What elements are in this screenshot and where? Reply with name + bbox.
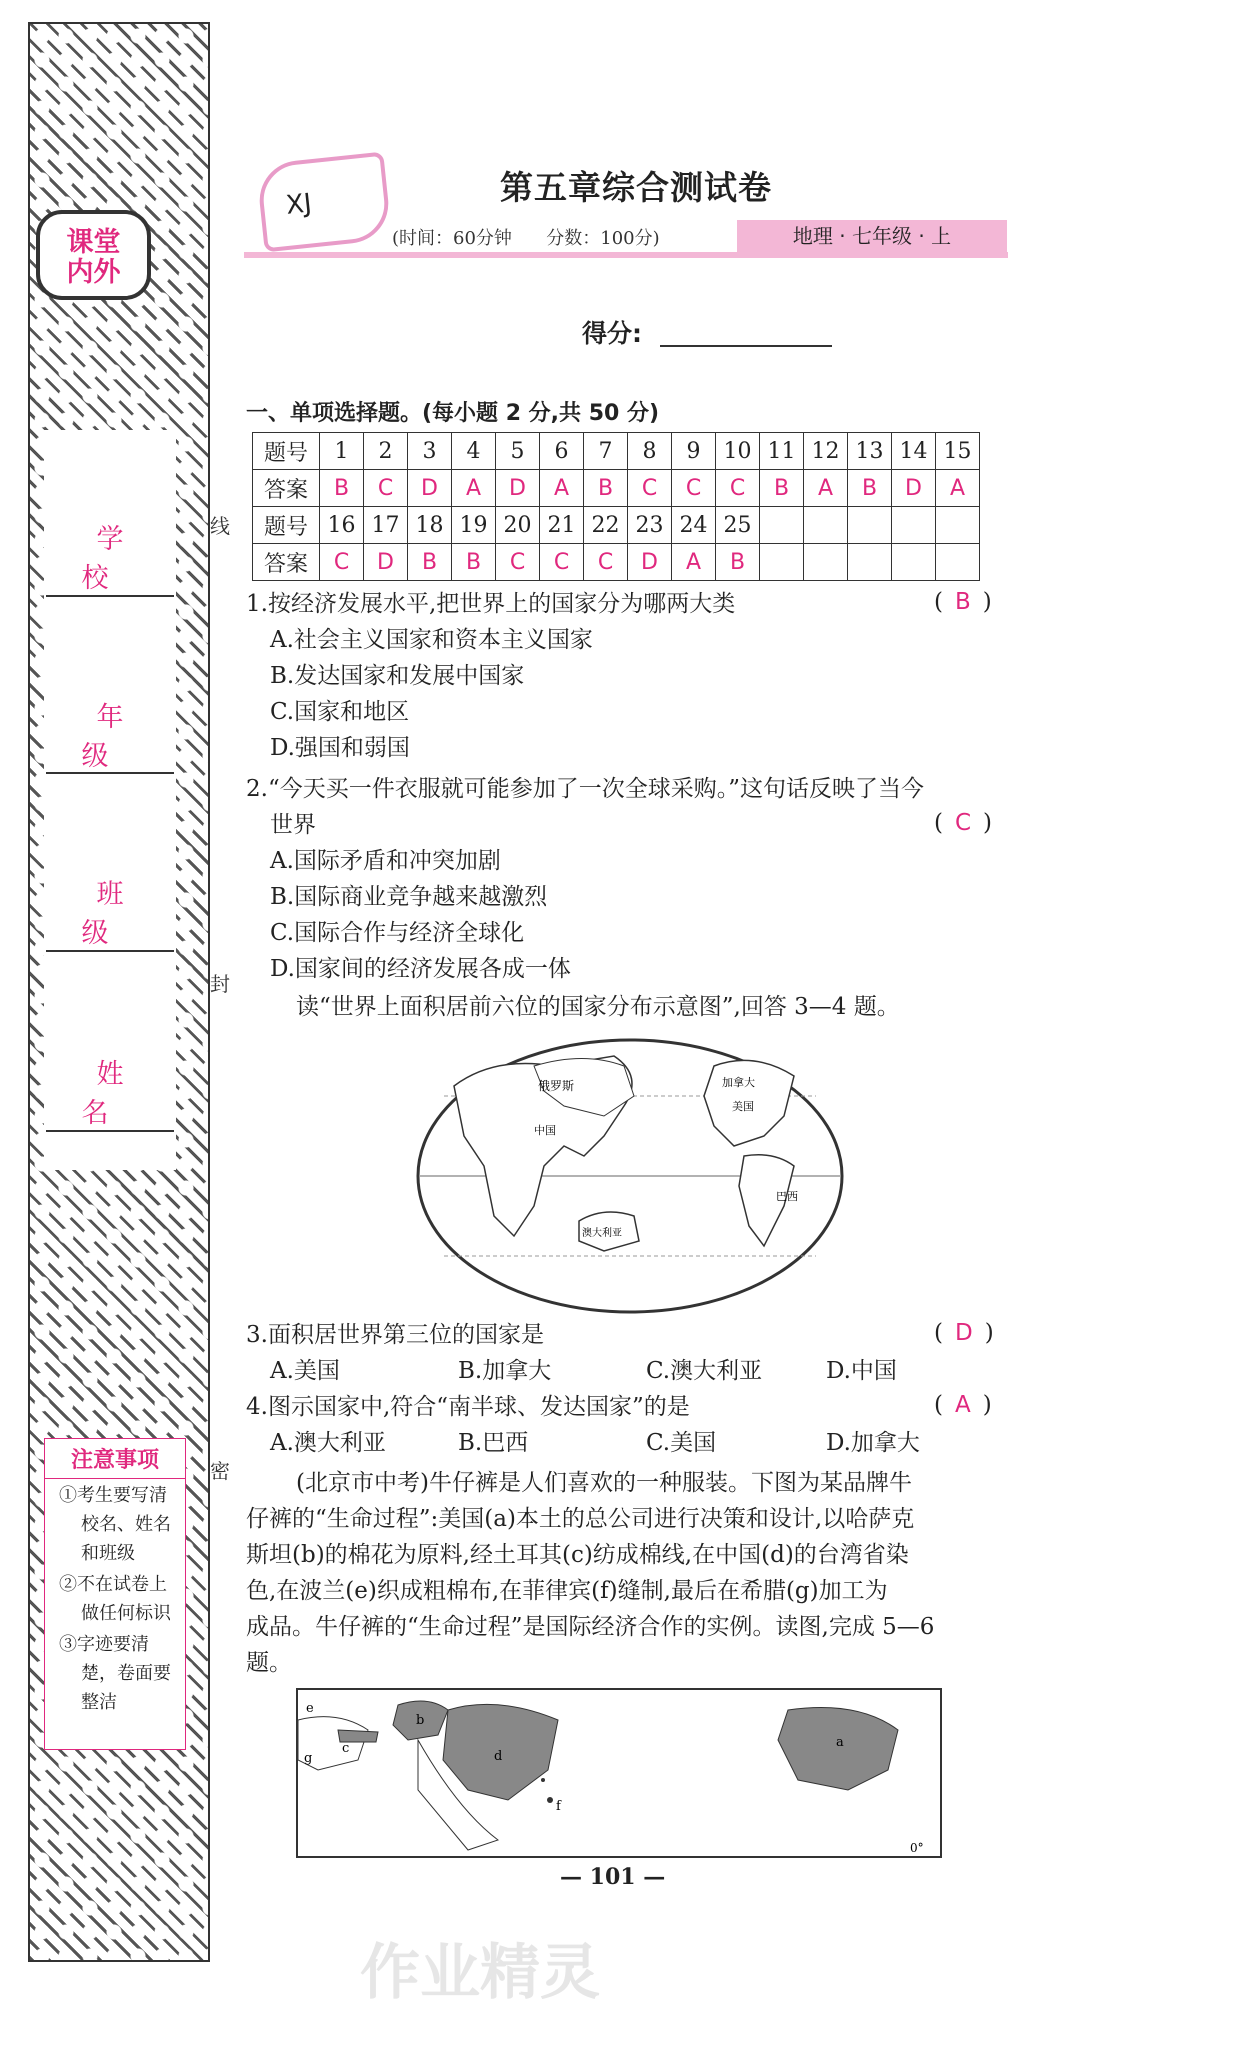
brand-logo [36,210,151,300]
field-school-line [46,595,174,597]
q-num: 15 [936,433,980,470]
q-num: 17 [364,507,408,544]
option: C.澳大利亚 [646,1358,763,1384]
passage-line: 色,在波兰(e)织成粗棉布,在菲律宾(f)缝制,最后在希腊(g)加工为 [246,1578,888,1604]
map-label-russia: 俄罗斯 [538,1079,575,1093]
passage-line: 斯坦(b)的棉花为原料,经土耳其(c)纺成棉线,在中国(d)的台湾省染 [246,1542,909,1568]
question-2-cont: 世界 [270,812,316,838]
margin-mark-seal: 封 [210,972,230,996]
answer-cell[interactable]: C [716,470,760,507]
answer-cell[interactable] [804,544,848,581]
answer-table [252,432,980,581]
q-num: 18 [408,507,452,544]
passage-line: 成品。牛仔裤的“生命过程”是国际经济合作的实例。读图,完成 5—6 [246,1614,935,1640]
q-num: 14 [892,433,936,470]
field-grade-label: 年级 [81,702,154,772]
row-label: 答案 [253,470,320,507]
q-num: 12 [804,433,848,470]
answer-cell[interactable]: A [452,470,496,507]
answer-bracket-3: ( D ) [934,1320,994,1346]
q-num [936,507,980,544]
q-num: 4 [452,433,496,470]
question-3: 3.面积居世界第三位的国家是 [246,1322,544,1348]
answer-bracket-4: ( A ) [934,1392,992,1418]
q-num: 22 [584,507,628,544]
answer-4: A [954,1392,971,1418]
passage-line: 题。 [246,1650,292,1676]
option: B.加拿大 [458,1358,552,1384]
answer-cell[interactable] [848,544,892,581]
row-label: 答案 [253,544,320,581]
option: D.国家间的经济发展各成一体 [270,956,571,982]
map-label-g: g [304,1751,313,1766]
q-num: 1 [320,433,364,470]
answer-cell[interactable]: C [540,544,584,581]
answer-cell[interactable]: C [320,544,364,581]
option: B.国际商业竞争越来越激烈 [270,884,548,910]
note-item: ③字迹要清楚，卷面要整洁 [59,1634,171,1713]
answer-bracket-2: ( C ) [934,810,993,836]
table-row [253,507,980,544]
answer-cell[interactable]: D [364,544,408,581]
option: B.发达国家和发展中国家 [270,663,525,689]
q-num: 20 [496,507,540,544]
answer-cell[interactable]: C [672,470,716,507]
answer-cell[interactable]: A [936,470,980,507]
option: A.国际矛盾和冲突加剧 [270,848,501,874]
answer-cell[interactable]: C [496,544,540,581]
q-num: 25 [716,507,760,544]
exam-score: 分数：100分) [546,228,660,249]
table-row [253,470,980,507]
map-label-f: f [556,1799,561,1814]
question-4: 4.图示国家中,符合“南半球、发达国家”的是 [246,1394,690,1420]
logo-line-2: 内外 [66,257,121,288]
q-num [848,507,892,544]
exam-info [392,224,660,250]
notes-title: 注意事项 [45,1439,185,1479]
answer-cell[interactable]: D [408,470,452,507]
q-num: 16 [320,507,364,544]
field-class-line [46,950,174,952]
map-label-c: c [342,1741,350,1756]
note-item: ②不在试卷上做任何标识 [59,1574,171,1624]
q-num: 10 [716,433,760,470]
q-num: 3 [408,433,452,470]
q-num: 2 [364,433,408,470]
map-label-usa: 美国 [732,1100,754,1113]
q-num [892,507,936,544]
q-num: 24 [672,507,716,544]
answer-cell[interactable]: D [628,544,672,581]
q-num: 9 [672,433,716,470]
field-grade-line [46,772,174,774]
option: B.巴西 [458,1430,529,1456]
answer-cell[interactable]: B [584,470,628,507]
margin-mark-secret: 密 [210,1459,230,1483]
margin-mark-line: 线 [210,514,230,538]
answer-2: C [954,810,972,836]
answer-1: B [954,589,971,615]
q-num: 8 [628,433,672,470]
option: D.加拿大 [826,1430,920,1456]
logo-line-1: 课堂 [66,227,121,258]
answer-cell[interactable]: A [804,470,848,507]
answer-3: D [954,1320,973,1346]
answer-cell[interactable]: B [848,470,892,507]
answer-cell[interactable]: A [672,544,716,581]
q-num: 19 [452,507,496,544]
student-info-panel [44,430,176,1170]
passage-line: (北京市中考)牛仔裤是人们喜欢的一种服装。下图为某品牌牛 [296,1470,912,1496]
q-num [760,507,804,544]
subject-tag: 地理 · 七年级 · 上 [737,220,1007,252]
question-1: 1.按经济发展水平,把世界上的国家分为哪两大类 [246,591,736,617]
page-number: — 101 — [560,1864,666,1890]
header-rule [244,252,1008,258]
answer-cell[interactable]: D [892,470,936,507]
passage-line: 仔裤的“生命过程”:美国(a)本土的总公司进行决策和设计,以哈萨克 [246,1506,915,1532]
q-num: 7 [584,433,628,470]
q-num: 5 [496,433,540,470]
table-row [253,544,980,581]
field-class-label: 班级 [81,879,154,949]
field-name-label: 姓名 [81,1059,154,1129]
option: C.国际合作与经济全球化 [270,920,525,946]
world-map-top-six [414,1036,846,1316]
q-num [804,507,848,544]
section-heading: 一、单项选择题。(每小题 2 分,共 50 分) [246,401,660,426]
q-num: 13 [848,433,892,470]
option: C.美国 [646,1430,717,1456]
exam-time: (时间：60分钟 [392,228,512,249]
q-num: 11 [760,433,804,470]
option: D.强国和弱国 [270,735,410,761]
map-label-australia: 澳大利亚 [582,1228,622,1239]
q-num: 6 [540,433,584,470]
answer-cell[interactable]: B [760,470,804,507]
watermark: 作业精灵 [360,1938,600,2008]
score-blank[interactable] [660,345,832,347]
answer-bracket-1: ( B ) [934,589,992,615]
answer-cell[interactable] [936,544,980,581]
option: D.中国 [826,1358,897,1384]
answer-cell[interactable]: B [408,544,452,581]
map-label-a: a [836,1735,844,1750]
answer-cell[interactable] [892,544,936,581]
answer-cell[interactable]: B [320,470,364,507]
map-label-brazil: 巴西 [776,1190,798,1203]
map-label-b: b [416,1713,425,1728]
map-label-china: 中国 [534,1124,556,1137]
notes-box [44,1438,186,1750]
map-intro-3-4: 读“世界上面积居前六位的国家分布示意图”,回答 3—4 题。 [296,994,900,1020]
option: A.社会主义国家和资本主义国家 [270,627,593,653]
answer-cell[interactable]: B [716,544,760,581]
answer-cell[interactable] [760,544,804,581]
option: A.澳大利亚 [270,1430,386,1456]
row-label: 题号 [253,433,320,470]
answer-cell[interactable]: D [496,470,540,507]
map-label-canada: 加拿大 [722,1076,755,1089]
q-num: 23 [628,507,672,544]
answer-cell[interactable]: C [584,544,628,581]
option: A.美国 [270,1358,340,1384]
table-row [253,433,980,470]
answer-cell[interactable]: C [364,470,408,507]
question-2: 2.“今天买一件衣服就可能参加了一次全球采购。”这句话反映了当今 [246,776,924,802]
equator-label: 0° [910,1841,924,1855]
answer-cell[interactable]: C [628,470,672,507]
note-item: ①考生要写清校名、姓名和班级 [59,1485,171,1564]
row-label: 题号 [253,507,320,544]
option: C.国家和地区 [270,699,410,725]
map-label-d: d [494,1749,503,1764]
field-name-line [46,1130,174,1132]
answer-cell[interactable]: B [452,544,496,581]
map-label-e: e [306,1701,314,1716]
q-num: 21 [540,507,584,544]
answer-cell[interactable]: A [540,470,584,507]
field-school-label: 学校 [81,524,154,594]
edition-badge: XJ [256,152,392,253]
score-label: 得分: [582,319,642,348]
page-title: 第五章综合测试卷 [500,168,772,207]
jeans-supply-map [296,1688,942,1858]
